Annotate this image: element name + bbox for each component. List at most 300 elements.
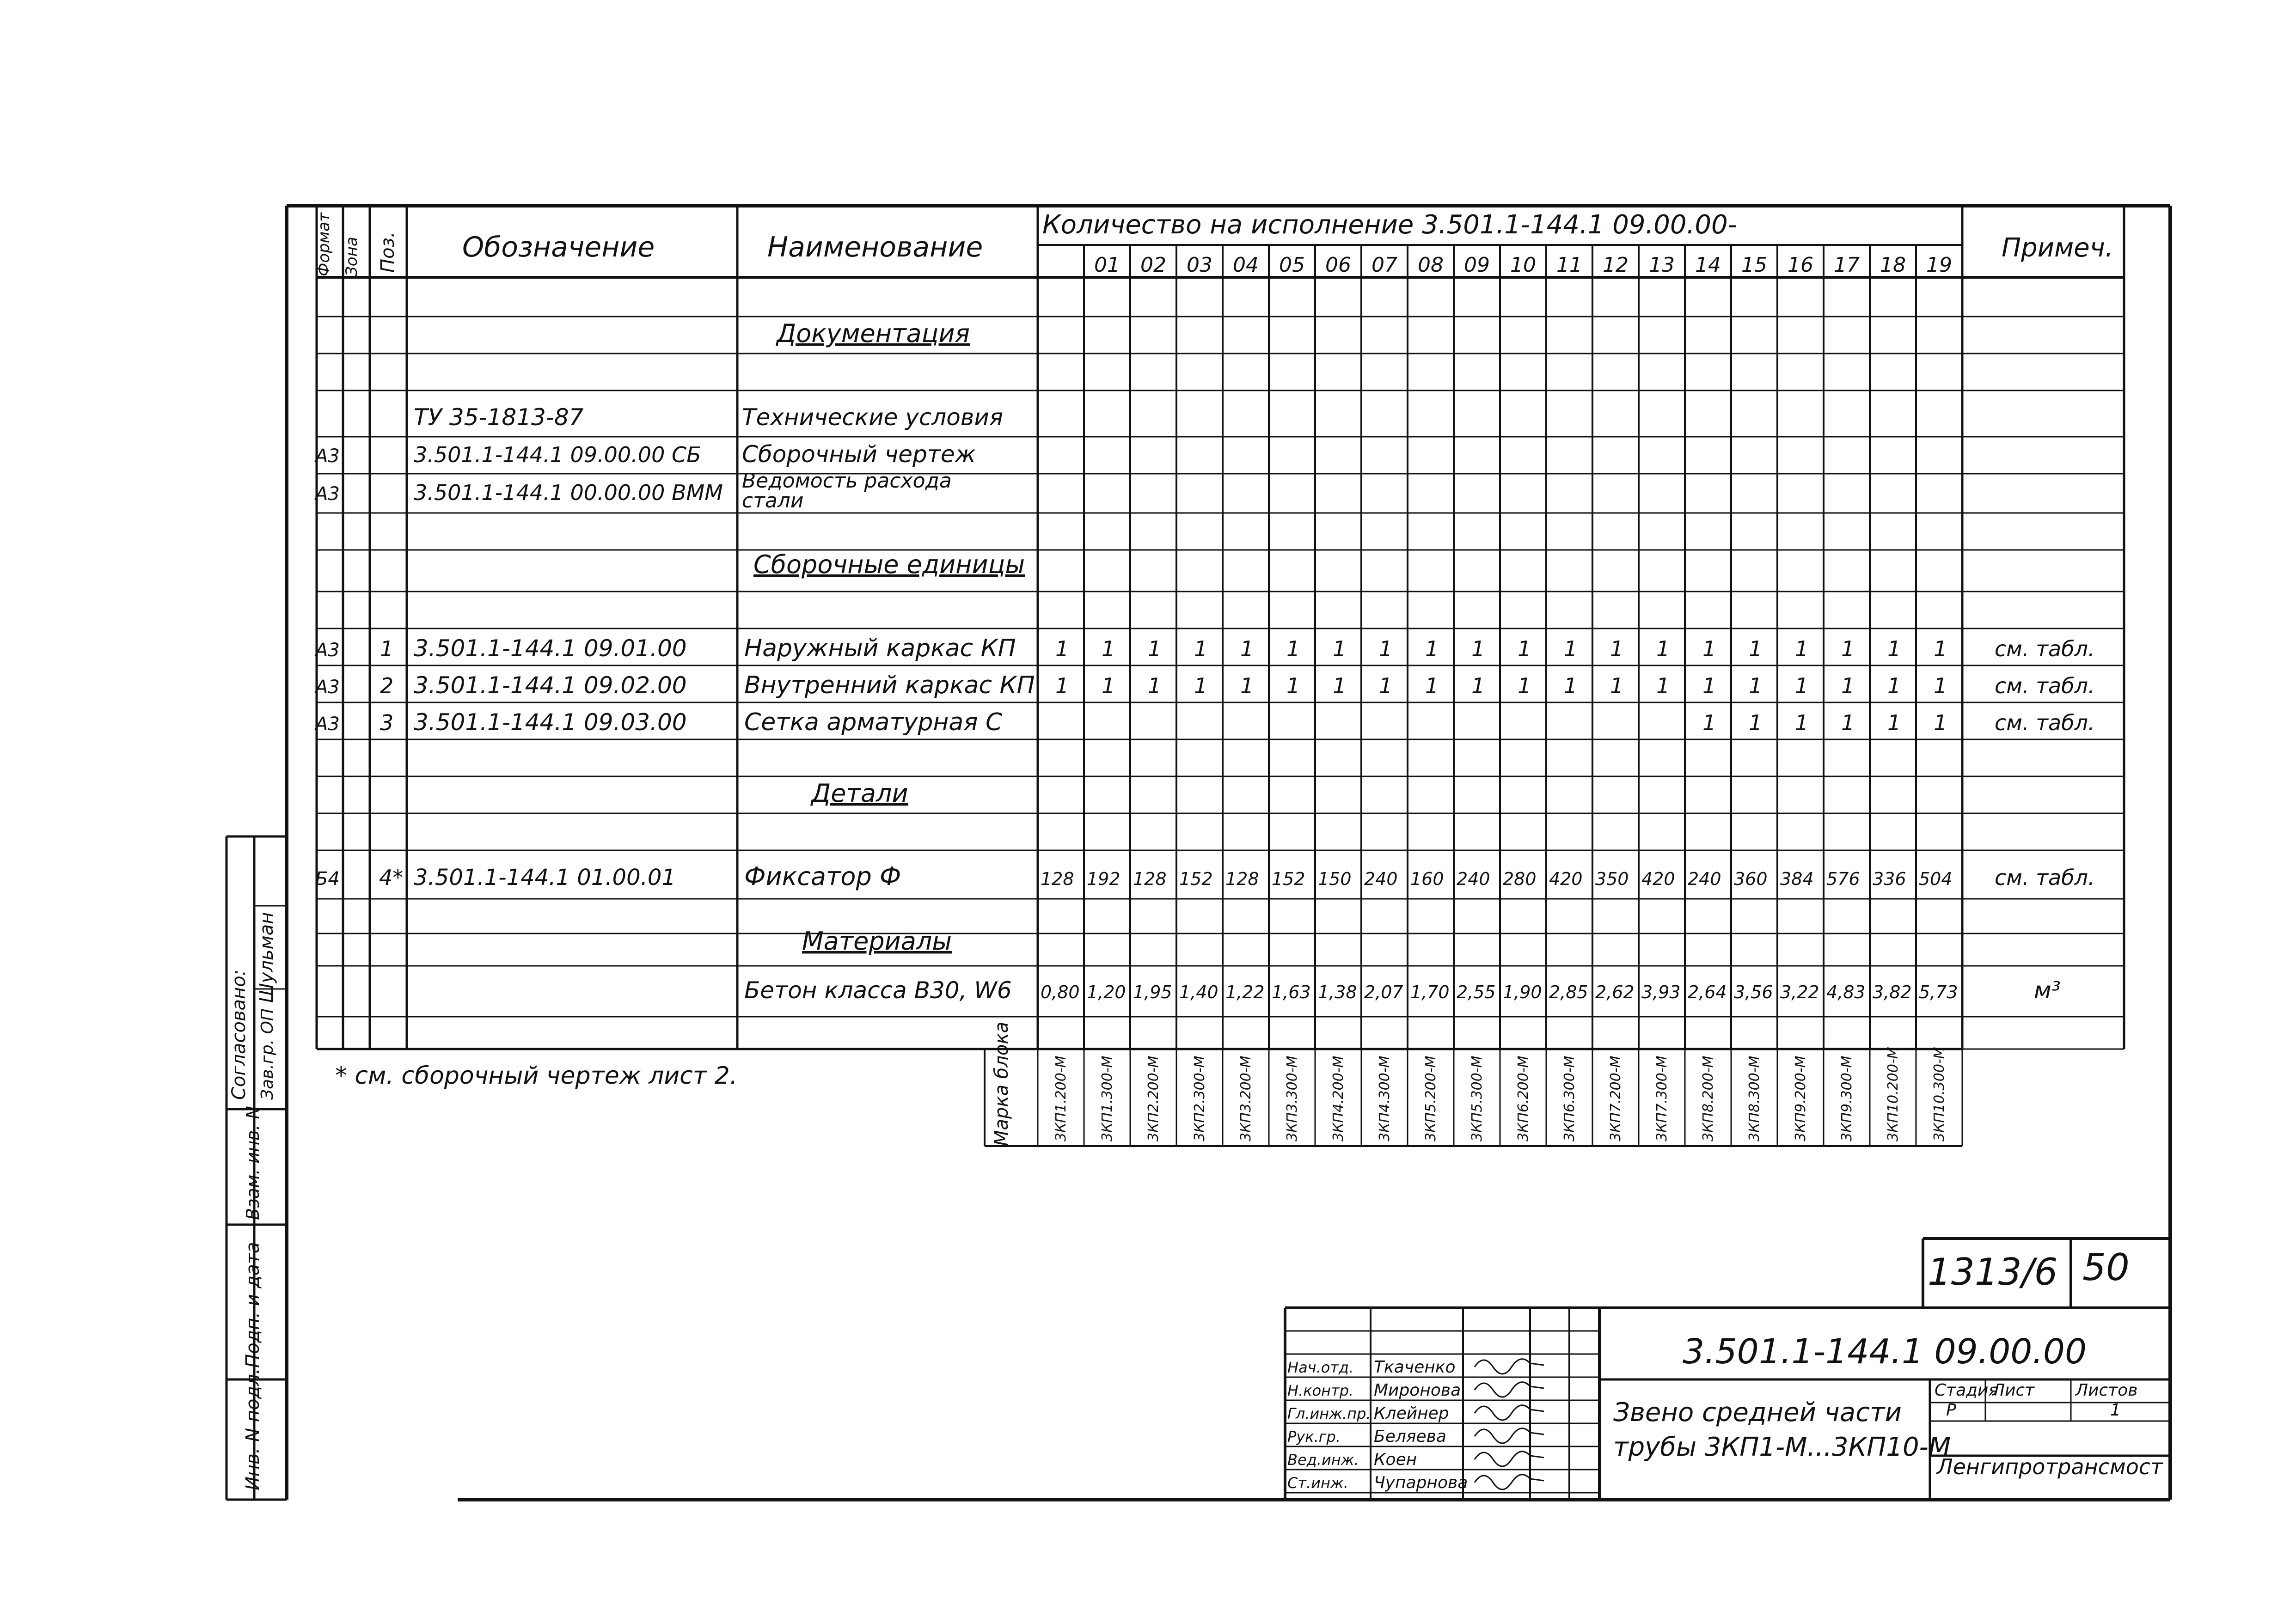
section-details: Детали — [811, 779, 908, 808]
not-applicable-mark — [1597, 395, 1634, 427]
brand-code: 3КП1.300-М — [1099, 1056, 1115, 1141]
not-applicable-mark — [1274, 395, 1310, 427]
archive-number: 1313/6 — [1928, 1251, 2058, 1294]
doc-row-format: А3 — [315, 445, 340, 467]
stage-value: Р — [1946, 1401, 1956, 1420]
not-applicable-mark — [1643, 434, 1680, 467]
assembly-format: А3 — [315, 640, 340, 661]
brand-code: 3КП3.200-М — [1238, 1056, 1254, 1141]
not-applicable-mark — [1274, 395, 1310, 427]
assembly-qty: 1 — [1055, 636, 1069, 661]
material-qty: 3,82 — [1873, 982, 1912, 1002]
brand-code: 3КП3.300-М — [1284, 1056, 1300, 1141]
assembly-name: Внутренний каркас КП — [744, 671, 1035, 699]
material-name: Бетон класса В30, W6 — [744, 977, 1012, 1004]
signature-icon — [1475, 1428, 1544, 1443]
signature-icon — [1475, 1382, 1544, 1397]
not-applicable-mark — [1874, 474, 1911, 506]
detail-qty: 420 — [1549, 869, 1583, 889]
brand-code: 3КП10.300-М — [1931, 1047, 1947, 1141]
detail-format: Б4 — [315, 868, 340, 890]
not-applicable-mark — [1042, 474, 1079, 506]
not-applicable-mark — [1690, 395, 1727, 427]
assembly-qty: 1 — [1148, 636, 1162, 661]
assembly-qty: 1 — [1610, 673, 1624, 698]
assembly-name: Наружный каркас КП — [744, 635, 1016, 662]
brand-code: 3КП2.200-М — [1145, 1056, 1162, 1141]
sheets-label: Листов — [2076, 1381, 2138, 1400]
brand-code: 3КП1.200-М — [1053, 1056, 1069, 1141]
header-zone: Зона — [343, 237, 361, 276]
person-name: Клейнер — [1374, 1404, 1449, 1423]
assembly-designation: 3.501.1-144.1 09.01.00 — [414, 635, 687, 662]
not-applicable-mark — [1089, 395, 1126, 427]
not-applicable-mark — [1551, 395, 1588, 427]
not-applicable-mark — [1135, 395, 1172, 427]
section-documentation: Документация — [777, 319, 970, 348]
not-applicable-mark — [1089, 434, 1126, 467]
not-applicable-mark — [1135, 395, 1172, 427]
detail-note: см. табл. — [1995, 865, 2095, 890]
not-applicable-mark — [1690, 434, 1727, 467]
not-applicable-mark — [1643, 395, 1680, 427]
detail-qty: 150 — [1318, 869, 1352, 889]
assembly-qty: 1 — [1333, 673, 1347, 698]
assembly-qty: 1 — [1379, 636, 1393, 661]
not-applicable-mark — [1042, 395, 1079, 427]
assembly-qty: 1 — [1333, 636, 1347, 661]
brand-code: 3КП7.200-М — [1608, 1056, 1624, 1141]
not-applicable-mark — [1089, 474, 1126, 506]
assembly-qty: 1 — [1055, 673, 1069, 698]
material-qty: 2,64 — [1688, 982, 1727, 1002]
variant-number: 09 — [1464, 253, 1490, 277]
doc-row-designation: 3.501.1-144.1 09.00.00 СБ — [414, 442, 701, 467]
brand-code: 3КП6.200-М — [1515, 1056, 1531, 1141]
not-applicable-mark — [1643, 395, 1680, 427]
assembly-qty: 1 — [1795, 710, 1809, 735]
doc-row-designation: ТУ 35-1813-87 — [414, 404, 584, 431]
not-applicable-mark — [1458, 434, 1495, 467]
not-applicable-mark — [1505, 474, 1542, 506]
not-applicable-mark — [1505, 434, 1542, 467]
not-applicable-mark — [1736, 434, 1773, 467]
assembly-qty: 1 — [1656, 673, 1670, 698]
not-applicable-mark — [1643, 434, 1680, 467]
not-applicable-mark — [1227, 395, 1264, 427]
variant-number: 17 — [1834, 253, 1860, 277]
not-applicable-mark — [1921, 474, 1958, 506]
not-applicable-mark — [1366, 474, 1403, 506]
not-applicable-mark — [1320, 395, 1357, 427]
not-applicable-mark — [1412, 434, 1449, 467]
brand-code: 3КП8.300-М — [1746, 1056, 1763, 1141]
assembly-qty: 1 — [1102, 673, 1115, 698]
variant-number: 14 — [1695, 253, 1721, 277]
not-applicable-mark — [1227, 434, 1264, 467]
detail-qty: 128 — [1133, 869, 1167, 889]
not-applicable-mark — [1597, 434, 1634, 467]
not-applicable-mark — [1736, 474, 1773, 506]
material-note: м³ — [2034, 977, 2061, 1004]
not-applicable-mark — [1690, 474, 1727, 506]
brand-code: 3КП6.300-М — [1561, 1056, 1578, 1141]
not-applicable-mark — [1828, 474, 1865, 506]
assembly-qty: 1 — [1102, 636, 1115, 661]
signature-icon — [1475, 1475, 1544, 1489]
detail-qty: 152 — [1179, 869, 1213, 889]
material-qty: 1,63 — [1272, 982, 1311, 1002]
left-stamp-person: Шульман — [256, 912, 277, 1003]
not-applicable-mark — [1505, 474, 1542, 506]
assembly-qty: 1 — [1425, 636, 1439, 661]
not-applicable-mark — [1690, 474, 1727, 506]
brand-code: 3КП5.200-М — [1423, 1056, 1439, 1141]
assembly-qty: 1 — [1471, 636, 1485, 661]
not-applicable-mark — [1505, 395, 1542, 427]
assembly-qty: 1 — [1887, 673, 1901, 698]
not-applicable-mark — [1135, 434, 1172, 467]
detail-qty: 240 — [1364, 869, 1398, 889]
material-qty: 2,85 — [1549, 982, 1588, 1002]
brand-code: 3КП4.300-М — [1377, 1056, 1393, 1141]
stage-label: Стадия — [1935, 1381, 1999, 1400]
assembly-qty: 1 — [1841, 710, 1855, 735]
assembly-qty: 1 — [1286, 636, 1300, 661]
not-applicable-mark — [1320, 434, 1357, 467]
not-applicable-mark — [1551, 474, 1588, 506]
assembly-note: см. табл. — [1995, 673, 2095, 698]
not-applicable-mark — [1921, 474, 1958, 506]
not-applicable-mark — [1874, 395, 1911, 427]
material-qty: 1,38 — [1318, 982, 1357, 1002]
detail-qty: 576 — [1826, 869, 1860, 889]
detail-qty: 350 — [1595, 869, 1629, 889]
not-applicable-mark — [1690, 434, 1727, 467]
left-stamp-replace-inv: Взам. инв. N — [243, 1106, 263, 1220]
brand-code: 3КП5.300-М — [1469, 1056, 1485, 1141]
not-applicable-mark — [1366, 434, 1403, 467]
material-qty: 2,07 — [1364, 982, 1403, 1002]
brand-code: 3КП9.300-М — [1839, 1056, 1855, 1141]
not-applicable-mark — [1181, 474, 1218, 506]
person-role: Рук.гр. — [1287, 1428, 1341, 1446]
not-applicable-mark — [1874, 434, 1911, 467]
assembly-note: см. табл. — [1995, 636, 2095, 661]
not-applicable-mark — [1135, 474, 1172, 506]
person-role: Нач.отд. — [1287, 1359, 1354, 1376]
assembly-qty: 1 — [1934, 636, 1947, 661]
not-applicable-mark — [1458, 395, 1495, 427]
not-applicable-mark — [1320, 474, 1357, 506]
material-qty: 1,70 — [1410, 982, 1450, 1002]
not-applicable-mark — [1505, 395, 1542, 427]
brand-code: 3КП2.300-М — [1192, 1056, 1208, 1141]
assembly-qty: 1 — [1194, 636, 1208, 661]
assembly-qty: 1 — [1702, 710, 1716, 735]
detail-qty: 160 — [1410, 869, 1444, 889]
document-code: 3.501.1-144.1 09.00.00 — [1683, 1332, 2087, 1372]
footnote: * см. сборочный чертеж лист 2. — [335, 1062, 738, 1090]
assembly-qty: 1 — [1702, 673, 1716, 698]
not-applicable-mark — [1274, 434, 1310, 467]
detail-qty: 128 — [1041, 869, 1074, 889]
assembly-qty: 1 — [1518, 636, 1531, 661]
not-applicable-mark — [1227, 395, 1264, 427]
detail-qty: 360 — [1734, 869, 1768, 889]
not-applicable-mark — [1782, 395, 1819, 427]
material-qty: 4,83 — [1826, 982, 1866, 1002]
assembly-qty: 1 — [1240, 673, 1254, 698]
left-stamp-sign-date: Подп. и дата — [242, 1242, 263, 1368]
not-applicable-mark — [1227, 474, 1264, 506]
detail-qty: 128 — [1225, 869, 1259, 889]
not-applicable-mark — [1921, 395, 1958, 427]
header-designation: Обозначение — [462, 231, 655, 263]
doc-row-name-cont: стали — [742, 489, 804, 513]
left-stamp-inv-orig: Инв. N подл. — [242, 1368, 263, 1490]
sheets-value: 1 — [2110, 1401, 2121, 1420]
variant-number: 10 — [1510, 253, 1536, 277]
not-applicable-mark — [1736, 395, 1773, 427]
assembly-note: см. табл. — [1995, 710, 2095, 735]
sheet-label: Лист — [1992, 1381, 2035, 1400]
assembly-qty: 1 — [1749, 673, 1763, 698]
not-applicable-mark — [1458, 395, 1495, 427]
not-applicable-mark — [1828, 434, 1865, 467]
not-applicable-mark — [1551, 474, 1588, 506]
not-applicable-mark — [1412, 474, 1449, 506]
material-qty: 1,22 — [1225, 982, 1265, 1002]
header-qty-title: Количество на исполнение 3.501.1-144.1 09.00.00- — [1042, 210, 1737, 240]
variant-number: 12 — [1603, 253, 1629, 277]
not-applicable-mark — [1181, 395, 1218, 427]
variant-number: 07 — [1371, 253, 1397, 277]
material-qty: 1,95 — [1133, 982, 1172, 1002]
assembly-qty: 1 — [1379, 673, 1393, 698]
title-line-2: трубы 3КП1-М...3КП10-М — [1613, 1432, 1951, 1462]
assembly-designation: 3.501.1-144.1 09.03.00 — [414, 709, 687, 736]
assembly-qty: 1 — [1240, 636, 1254, 661]
not-applicable-mark — [1690, 395, 1727, 427]
not-applicable-mark — [1782, 434, 1819, 467]
brand-code: 3КП7.300-М — [1654, 1056, 1670, 1141]
not-applicable-mark — [1782, 474, 1819, 506]
material-qty: 2,62 — [1595, 982, 1635, 1002]
assembly-qty: 1 — [1749, 710, 1763, 735]
signature-icon — [1475, 1359, 1544, 1374]
not-applicable-mark — [1366, 395, 1403, 427]
not-applicable-mark — [1458, 474, 1495, 506]
assembly-qty: 1 — [1286, 673, 1300, 698]
not-applicable-mark — [1227, 474, 1264, 506]
detail-designation: 3.501.1-144.1 01.00.01 — [414, 865, 676, 891]
detail-qty: 240 — [1688, 869, 1721, 889]
signature-icon — [1475, 1405, 1544, 1420]
assembly-qty: 1 — [1656, 636, 1670, 661]
section-assembly-units: Сборочные единицы — [753, 550, 1025, 579]
not-applicable-mark — [1274, 474, 1310, 506]
assembly-qty: 1 — [1795, 636, 1809, 661]
not-applicable-mark — [1320, 395, 1357, 427]
doc-row-format: А3 — [315, 483, 340, 505]
brand-code: 3КП9.200-М — [1793, 1056, 1809, 1141]
not-applicable-mark — [1458, 434, 1495, 467]
header-note: Примеч. — [2002, 233, 2113, 263]
not-applicable-mark — [1366, 395, 1403, 427]
not-applicable-mark — [1551, 395, 1588, 427]
not-applicable-mark — [1782, 474, 1819, 506]
assembly-qty: 1 — [1702, 636, 1716, 661]
brand-label: Марка блока — [991, 1021, 1012, 1146]
variant-number: 03 — [1187, 253, 1212, 277]
person-role: Н.контр. — [1287, 1382, 1354, 1399]
assembly-qty: 1 — [1471, 673, 1485, 698]
not-applicable-mark — [1597, 434, 1634, 467]
not-applicable-mark — [1874, 434, 1911, 467]
title-line-1: Звено средней части — [1613, 1397, 1902, 1428]
person-role: Ст.инж. — [1287, 1474, 1348, 1492]
person-role: Вед.инж. — [1287, 1451, 1359, 1469]
variant-number: 18 — [1880, 253, 1906, 277]
assembly-qty: 1 — [1425, 673, 1439, 698]
not-applicable-mark — [1921, 395, 1958, 427]
not-applicable-mark — [1042, 434, 1079, 467]
not-applicable-mark — [1181, 395, 1218, 427]
variant-number: 04 — [1233, 253, 1259, 277]
not-applicable-mark — [1366, 434, 1403, 467]
material-qty: 3,56 — [1734, 982, 1773, 1002]
detail-qty: 152 — [1272, 869, 1305, 889]
variant-number: 08 — [1418, 253, 1444, 277]
person-name: Чупарнова — [1374, 1473, 1468, 1492]
variant-number: 06 — [1325, 253, 1351, 277]
detail-pos: 4* — [379, 865, 404, 890]
assembly-pos: 1 — [380, 636, 394, 661]
assembly-qty: 1 — [1887, 636, 1901, 661]
not-applicable-mark — [1181, 474, 1218, 506]
assembly-qty: 1 — [1749, 636, 1763, 661]
assembly-qty: 1 — [1564, 636, 1578, 661]
assembly-qty: 1 — [1518, 673, 1531, 698]
assembly-qty: 1 — [1610, 636, 1624, 661]
not-applicable-mark — [1921, 434, 1958, 467]
material-qty: 3,22 — [1780, 982, 1819, 1002]
material-qty: 1,90 — [1503, 982, 1542, 1002]
section-materials: Материалы — [802, 927, 952, 956]
not-applicable-mark — [1597, 395, 1634, 427]
not-applicable-mark — [1412, 434, 1449, 467]
person-name: Миронова — [1374, 1381, 1461, 1400]
not-applicable-mark — [1412, 474, 1449, 506]
doc-row-name: Сборочный чертеж — [742, 441, 976, 468]
doc-row-designation: 3.501.1-144.1 00.00.00 ВММ — [414, 480, 723, 505]
brand-code: 3КП10.200-М — [1885, 1047, 1901, 1141]
sheet-number: 50 — [2082, 1246, 2130, 1289]
not-applicable-mark — [1366, 474, 1403, 506]
not-applicable-mark — [1736, 474, 1773, 506]
not-applicable-mark — [1597, 474, 1634, 506]
not-applicable-mark — [1274, 434, 1310, 467]
not-applicable-mark — [1227, 434, 1264, 467]
not-applicable-mark — [1042, 395, 1079, 427]
variant-number: 16 — [1788, 253, 1813, 277]
variant-number: 11 — [1556, 253, 1582, 277]
detail-qty: 420 — [1641, 869, 1675, 889]
not-applicable-mark — [1042, 434, 1079, 467]
not-applicable-mark — [1782, 395, 1819, 427]
doc-row-name: Технические условия — [742, 404, 1003, 431]
person-name: Беляева — [1374, 1427, 1446, 1446]
not-applicable-mark — [1828, 474, 1865, 506]
not-applicable-mark — [1089, 395, 1126, 427]
not-applicable-mark — [1874, 474, 1911, 506]
signature-icon — [1475, 1452, 1544, 1466]
brand-code: 3КП8.200-М — [1700, 1056, 1716, 1141]
variant-number: 19 — [1926, 253, 1952, 277]
not-applicable-mark — [1874, 395, 1911, 427]
person-role: Гл.инж.пр. — [1287, 1405, 1371, 1422]
person-name: Коен — [1374, 1450, 1417, 1469]
not-applicable-mark — [1089, 474, 1126, 506]
left-stamp-dept: Зав.гр. ОП — [258, 1008, 277, 1100]
assembly-format: А3 — [315, 677, 340, 698]
assembly-format: А3 — [315, 714, 340, 735]
not-applicable-mark — [1320, 434, 1357, 467]
not-applicable-mark — [1921, 434, 1958, 467]
not-applicable-mark — [1412, 395, 1449, 427]
header-pos: Поз. — [377, 232, 398, 273]
not-applicable-mark — [1505, 434, 1542, 467]
assembly-pos: 3 — [380, 710, 394, 735]
header-name: Наименование — [767, 231, 983, 263]
not-applicable-mark — [1643, 474, 1680, 506]
not-applicable-mark — [1782, 434, 1819, 467]
assembly-name: Сетка арматурная С — [744, 708, 1003, 736]
variant-number: 15 — [1741, 253, 1767, 277]
not-applicable-mark — [1551, 434, 1588, 467]
not-applicable-mark — [1412, 395, 1449, 427]
doc-row-name: Ведомость расхода — [742, 469, 952, 493]
not-applicable-mark — [1320, 474, 1357, 506]
material-qty: 5,73 — [1919, 982, 1958, 1002]
detail-qty: 240 — [1457, 869, 1490, 889]
assembly-qty: 1 — [1194, 673, 1208, 698]
variant-number: 01 — [1094, 253, 1120, 277]
not-applicable-mark — [1181, 434, 1218, 467]
person-name: Ткаченко — [1374, 1358, 1456, 1377]
not-applicable-mark — [1736, 395, 1773, 427]
not-applicable-mark — [1274, 474, 1310, 506]
detail-name: Фиксатор Ф — [744, 862, 901, 891]
not-applicable-mark — [1135, 474, 1172, 506]
brand-code: 3КП4.200-М — [1330, 1056, 1347, 1141]
detail-qty: 336 — [1873, 869, 1906, 889]
assembly-qty: 1 — [1148, 673, 1162, 698]
assembly-qty: 1 — [1934, 673, 1947, 698]
not-applicable-mark — [1597, 474, 1634, 506]
assembly-qty: 1 — [1841, 636, 1855, 661]
assembly-qty: 1 — [1795, 673, 1809, 698]
assembly-designation: 3.501.1-144.1 09.02.00 — [414, 672, 687, 699]
assembly-qty: 1 — [1841, 673, 1855, 698]
not-applicable-mark — [1736, 434, 1773, 467]
not-applicable-mark — [1181, 434, 1218, 467]
not-applicable-mark — [1828, 434, 1865, 467]
assembly-qty: 1 — [1564, 673, 1578, 698]
not-applicable-mark — [1551, 434, 1588, 467]
material-qty: 2,55 — [1457, 982, 1496, 1002]
